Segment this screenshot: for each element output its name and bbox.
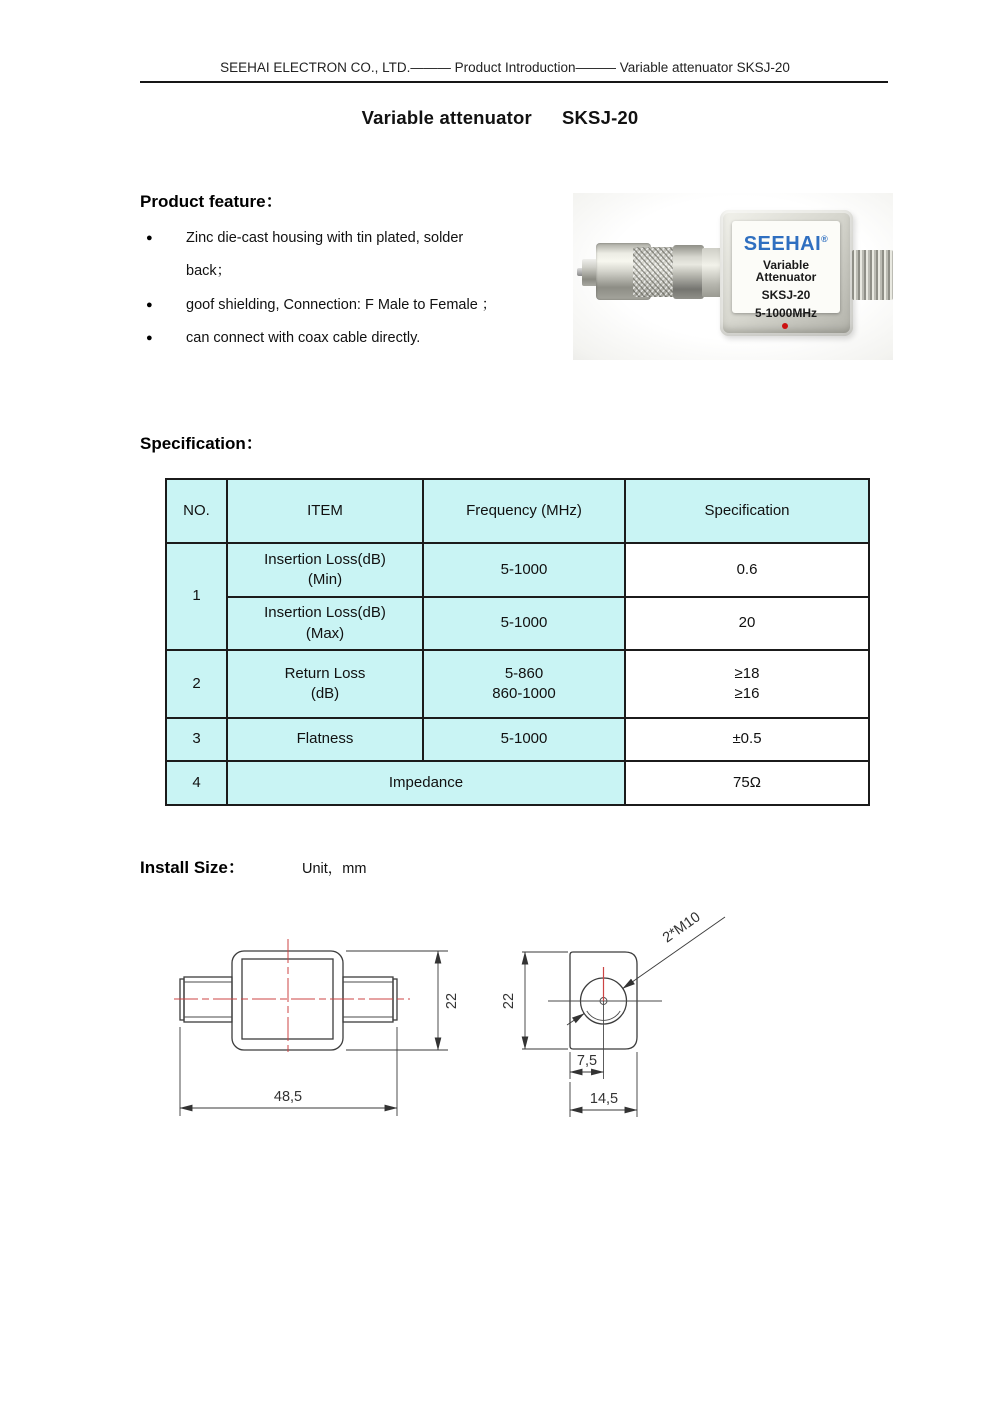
column-header: Specification [625, 479, 869, 543]
feature-text: goof shielding, Connection: F Male to Female ； [186, 296, 497, 313]
cell-item: Insertion Loss(dB) (Min) [227, 543, 423, 597]
cell-no: 1 [166, 543, 227, 650]
f-female-threaded-barrel [852, 250, 893, 300]
bullet-icon: ● [146, 332, 153, 345]
cell-frequency: 5-1000 [423, 543, 625, 597]
cell-frequency: 5-1000 [423, 597, 625, 650]
header-rule [140, 81, 888, 83]
table-row [166, 543, 869, 597]
brand-text: SEEHAI® [743, 233, 829, 255]
label-line: Variable Attenuator [755, 258, 817, 284]
install-size-drawing [160, 895, 780, 1130]
feature-list [140, 222, 580, 356]
feature-text: can connect with coax cable directly. [186, 330, 421, 347]
product-photo [573, 193, 893, 360]
table-row [166, 597, 869, 650]
unit-note: Unit，mm [302, 861, 367, 877]
hex-nut [673, 245, 704, 299]
dim-hole-offset: 7,5 [576, 1053, 598, 1069]
label-line: 5-1000MHz [754, 306, 818, 320]
column-header: Frequency (MHz) [423, 479, 625, 543]
specification-table [165, 478, 870, 806]
bullet-icon: ● [146, 298, 153, 311]
thread-callout: 2*M10 [659, 909, 704, 947]
dim-height-side: 22 [501, 992, 517, 1010]
attenuator-body [720, 210, 853, 336]
dim-width-side: 14,5 [589, 1091, 619, 1107]
cell-item: Flatness [227, 718, 423, 761]
specification-heading: Specification： [140, 434, 263, 453]
cell-item: Insertion Loss(dB) (Max) [227, 597, 423, 650]
cell-spec: 20 [625, 597, 869, 650]
list-item [140, 322, 580, 355]
feature-text: Zinc die-cast housing with tin plated, solder [186, 230, 464, 246]
side-view [501, 909, 725, 1117]
page-title [0, 107, 1000, 129]
front-view [174, 939, 460, 1116]
product-feature-heading: Product feature： [140, 192, 283, 211]
cell-item: Impedance [227, 761, 625, 805]
table-row [166, 650, 869, 718]
cell-spec: 0.6 [625, 543, 869, 597]
cell-frequency: 5-860 860-1000 [423, 650, 625, 718]
cell-no: 4 [166, 761, 227, 805]
title-model: SKSJ-20 [561, 107, 639, 128]
install-size-heading: Install Size： [140, 858, 245, 877]
cell-spec: ≥18 ≥16 [625, 650, 869, 718]
table-row [166, 718, 869, 761]
column-header: ITEM [227, 479, 423, 543]
cell-no: 2 [166, 650, 227, 718]
cell-spec: ±0.5 [625, 718, 869, 761]
cell-spec: 75Ω [625, 761, 869, 805]
dim-width-front: 48,5 [273, 1089, 303, 1105]
cell-no: 3 [166, 718, 227, 761]
knurled-barrel [633, 247, 675, 297]
cell-frequency: 5-1000 [423, 718, 625, 761]
column-header: NO. [166, 479, 227, 543]
table-row [166, 761, 869, 805]
dim-height-front: 22 [444, 992, 460, 1010]
page-header: SEEHAI ELECTRON CO., LTD.——— Product Introduction——— Variable attenuator SKSJ-20 [220, 60, 790, 75]
feature-text: back； [186, 263, 232, 280]
list-item [140, 289, 580, 322]
table-header-row [166, 479, 869, 543]
label-line: SKSJ-20 [761, 288, 811, 302]
cell-item: Return Loss (dB) [227, 650, 423, 718]
title-product: Variable attenuator [361, 107, 532, 128]
registered-mark: ® [821, 234, 829, 244]
bullet-icon: ● [146, 232, 153, 244]
list-item [140, 222, 580, 289]
product-label [732, 221, 840, 320]
indicator-dot [782, 323, 788, 329]
